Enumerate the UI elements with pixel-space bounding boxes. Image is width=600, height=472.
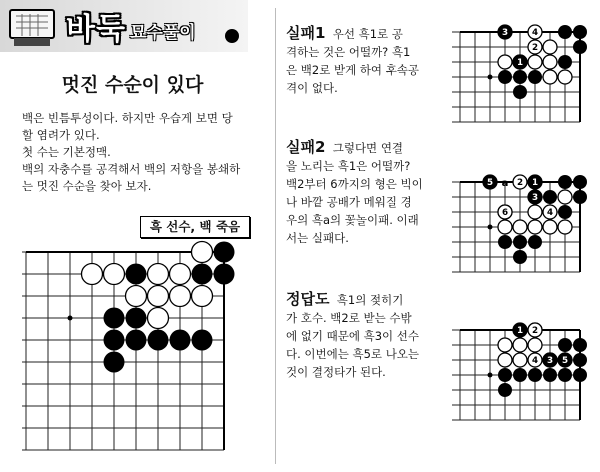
move-number: 2: [531, 325, 539, 336]
white-stone: [513, 338, 527, 352]
white-stone: [498, 55, 512, 69]
section-answer: [286, 290, 436, 381]
section-line: 것이 결정타가 된다.: [286, 365, 386, 379]
black-stone: [192, 330, 213, 351]
black-stone: [192, 264, 213, 285]
intro-text: [22, 110, 254, 195]
move-number: 6: [501, 207, 509, 218]
white-stone: [82, 264, 103, 285]
black-stone: [498, 70, 512, 84]
white-stone: [148, 286, 169, 307]
white-stone: [558, 70, 572, 84]
diagram-answer: [452, 318, 592, 426]
section-line: 가 호수. 백2로 받는 수밖: [286, 311, 412, 325]
black-stone: [558, 25, 572, 39]
move-number: 3: [531, 192, 539, 203]
black-stone: [558, 55, 572, 69]
intro-line: 첫 수는 기본정맥.: [22, 145, 111, 159]
white-stone: [528, 338, 542, 352]
section-line: 격이 없다.: [286, 81, 338, 95]
intro-line: 할 염려가 있다.: [22, 128, 100, 142]
black-stone: [148, 330, 169, 351]
move-number: 1: [531, 177, 539, 188]
intro-line: 백은 빈틈투성이다. 하지만 우습게 보면 당: [22, 111, 233, 125]
move-number: 1: [516, 57, 524, 68]
section-fail1: [286, 24, 436, 97]
black-stone: [170, 330, 191, 351]
section-fail2: [286, 138, 436, 247]
diagram-fail1: [452, 20, 592, 128]
move-number: 5: [561, 355, 569, 366]
white-stone: [543, 40, 557, 54]
star-point: [488, 373, 493, 378]
intro-line: 는 멋진 수순을 찾아 보자.: [22, 179, 152, 193]
intro-line: 백의 자충수를 공격해서 백의 저항을 봉쇄하: [22, 162, 241, 176]
star-point: [68, 316, 73, 321]
black-stone: [528, 70, 542, 84]
black-stone: [513, 368, 527, 382]
black-stone: [214, 264, 235, 285]
black-stone: [498, 383, 512, 397]
black-stone: [543, 368, 557, 382]
black-stone: [513, 85, 527, 99]
black-stone: [513, 235, 527, 249]
black-stone: [573, 175, 587, 189]
move-number: 3: [501, 27, 509, 38]
section-title: 실패2: [286, 138, 326, 156]
black-stone: [513, 250, 527, 264]
white-stone: [498, 338, 512, 352]
section-line: 나 바깥 공배가 메워질 경: [286, 195, 412, 209]
black-stone: [573, 40, 587, 54]
black-stone: [558, 338, 572, 352]
star-point: [488, 225, 493, 230]
board-grid: [22, 252, 224, 450]
black-stone: [498, 368, 512, 382]
star-point: [488, 75, 493, 80]
move-number: 2: [516, 177, 524, 188]
problem-label: 흑 선수, 백 죽음: [140, 216, 250, 238]
stone-decoration-icon: [224, 28, 240, 44]
logo-title: 바둑: [66, 12, 126, 47]
section-line: 을 노리는 흑1은 어떨까?: [286, 159, 411, 173]
black-stone: [513, 70, 527, 84]
black-stone: [104, 330, 125, 351]
black-stone: [104, 352, 125, 373]
section-line: 우선 흑1로 공: [332, 27, 403, 41]
diagram-fail2: [452, 170, 592, 278]
white-stone: [192, 242, 213, 263]
black-stone: [498, 235, 512, 249]
section-line: 백2부터 6까지의 형은 빅이: [286, 177, 423, 191]
page-title: 멋진 수순이 있다: [61, 74, 204, 96]
black-stone: [126, 308, 147, 329]
white-stone: [513, 220, 527, 234]
move-number: 2: [531, 42, 539, 53]
white-stone: [543, 55, 557, 69]
white-stone: [170, 264, 191, 285]
main-go-board: [22, 240, 260, 472]
move-number: 3: [546, 355, 554, 366]
black-stone: [573, 25, 587, 39]
black-stone: [528, 235, 542, 249]
black-stone: [558, 368, 572, 382]
logo-subtitle: 묘수풀이: [130, 23, 196, 43]
white-stone: [558, 190, 572, 204]
white-stone: [148, 308, 169, 329]
section-line: 흑1의 젖히기: [336, 293, 404, 307]
section-line: 다. 이번에는 흑5로 나오는: [286, 347, 420, 361]
section-line: 서는 실패다.: [286, 231, 349, 245]
white-stone: [170, 286, 191, 307]
white-stone: [528, 220, 542, 234]
black-stone: [573, 368, 587, 382]
white-stone: [513, 353, 527, 367]
white-stone: [148, 264, 169, 285]
black-stone: [558, 175, 572, 189]
go-board-logo-icon: [8, 6, 58, 48]
white-stone: [558, 220, 572, 234]
marker-a: a: [501, 178, 509, 189]
white-stone: [104, 264, 125, 285]
move-number: 5: [486, 177, 494, 188]
white-stone: [192, 286, 213, 307]
section-line: 에 없기 때문에 흑3이 선수: [286, 329, 420, 343]
black-stone: [126, 264, 147, 285]
section-line: 우의 흑a의 꽃놀이패. 이래: [286, 213, 419, 227]
black-stone: [558, 205, 572, 219]
black-stone: [573, 353, 587, 367]
move-number: 4: [531, 355, 539, 366]
section-line: 은 백2로 받게 하여 후속공: [286, 63, 420, 77]
black-stone: [573, 338, 587, 352]
white-stone: [543, 70, 557, 84]
section-title: 정답도: [286, 290, 330, 308]
column-divider: [275, 8, 276, 464]
move-number: 4: [546, 207, 554, 218]
black-stone: [528, 368, 542, 382]
move-number: 1: [516, 325, 524, 336]
white-stone: [498, 220, 512, 234]
white-stone: [528, 205, 542, 219]
white-stone: [126, 286, 147, 307]
white-stone: [543, 220, 557, 234]
move-number: 4: [531, 27, 539, 38]
white-stone: [528, 55, 542, 69]
black-stone: [214, 242, 235, 263]
black-stone: [126, 330, 147, 351]
black-stone: [104, 308, 125, 329]
black-stone: [543, 190, 557, 204]
section-line: 격하는 것은 어떨까? 흑1: [286, 45, 411, 59]
white-stone: [498, 353, 512, 367]
black-stone: [573, 190, 587, 204]
section-line: 그렇다면 연결: [332, 141, 404, 155]
section-title: 실패1: [286, 24, 326, 42]
